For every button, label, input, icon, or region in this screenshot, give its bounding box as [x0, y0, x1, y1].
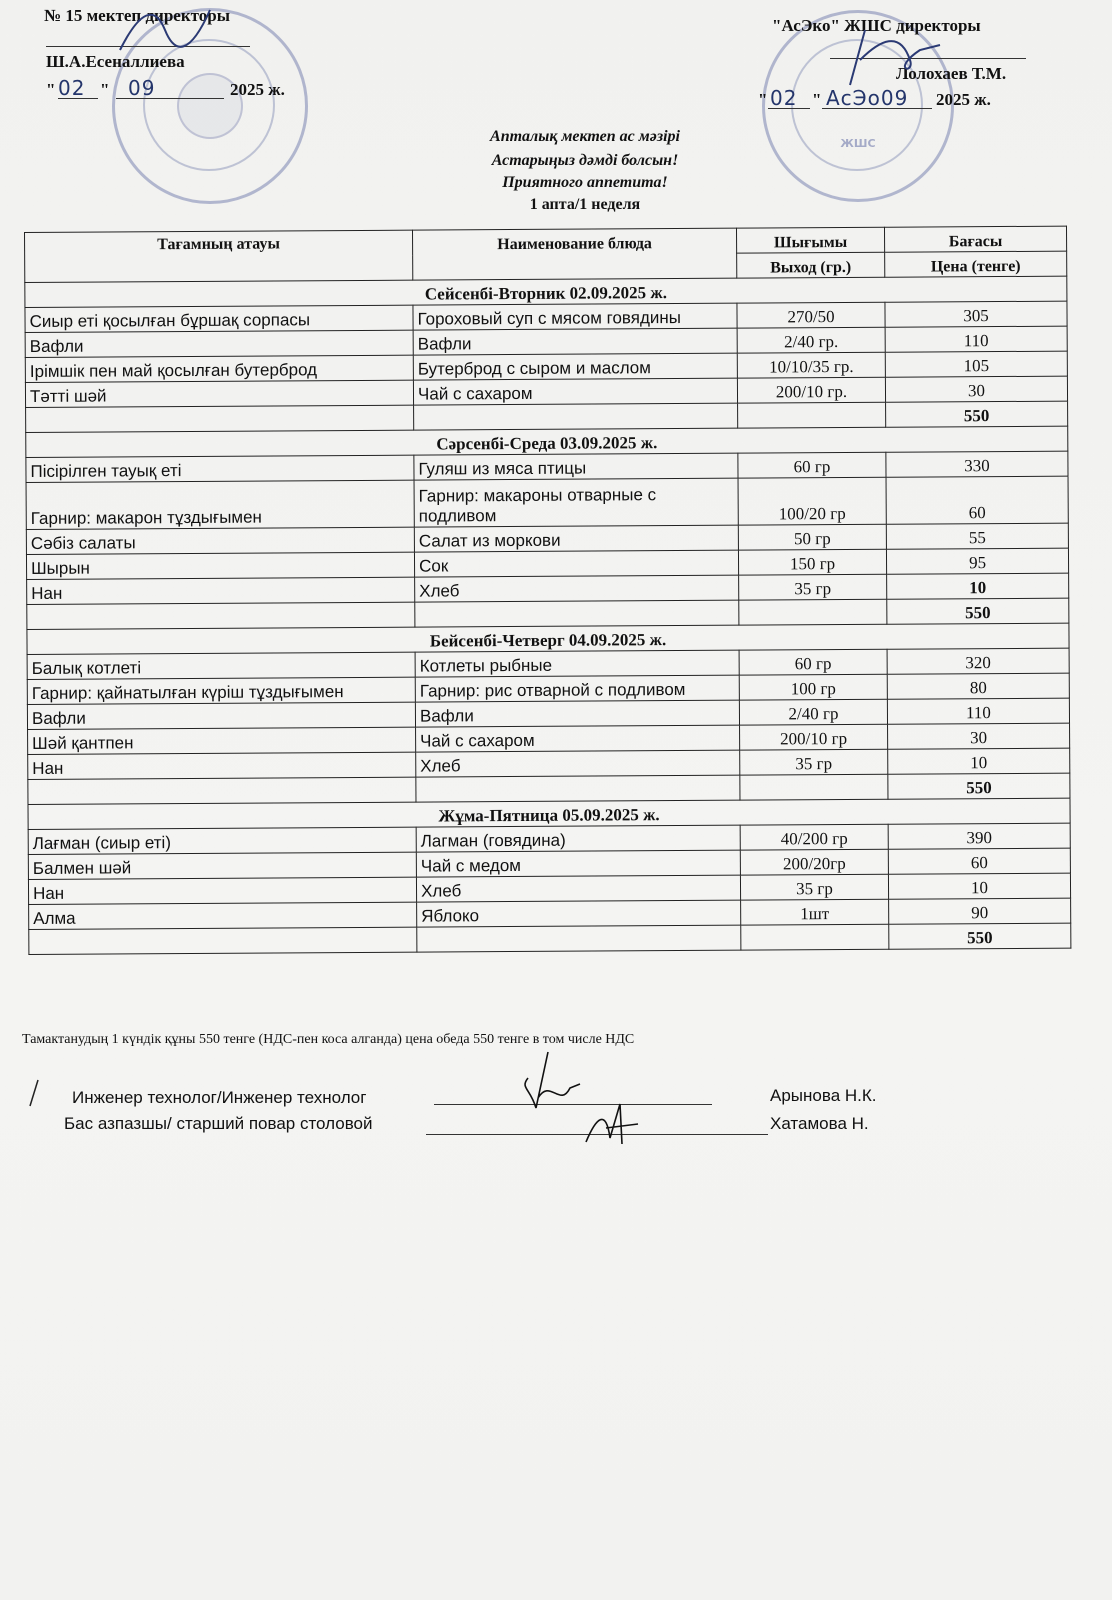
output-cell: 60 гр: [739, 649, 887, 675]
dish-ru-cell: Чай с медом: [416, 850, 740, 877]
day-total: 550: [888, 773, 1070, 799]
dish-ru-cell: Котлеты рыбные: [415, 650, 739, 677]
dish-ru-cell: Хлеб: [416, 875, 740, 902]
menu-wish-ru: Приятного аппетита!: [502, 174, 668, 191]
right-stamp-label: ЖШС: [840, 137, 876, 150]
right-date-open-quote: ": [758, 90, 768, 109]
right-approver-title: "АсЭко" ЖШС директоры: [772, 16, 981, 35]
dish-kz-cell: Гарнир: қайнатылған күріш тұздығымен: [27, 677, 415, 704]
right-date-close-quote: ": [812, 90, 822, 109]
dish-ru-cell: Гарнир: макароны отварные с подливом: [414, 478, 738, 527]
price-cell: 95: [886, 548, 1068, 574]
dish-ru-cell: Салат из моркови: [414, 525, 738, 552]
header-output-ru: Выход (гр.): [737, 252, 885, 278]
output-cell: 270/50: [737, 302, 885, 328]
day-title: Бейсенбі-Четверг 04.09.2025 ж.: [27, 623, 1069, 654]
dish-ru-cell: Гороховый суп с мясом говядины: [413, 303, 737, 330]
signer1-role: Инженер технолог/Инженер технолог: [72, 1088, 367, 1107]
empty-cell: [414, 403, 738, 430]
price-cell: 110: [885, 326, 1067, 352]
left-approver-title: № 15 мектеп директоры: [44, 6, 230, 25]
output-cell: 200/20гр: [740, 849, 888, 875]
output-cell: 35 гр: [740, 874, 888, 900]
total-row: [29, 923, 1071, 954]
right-date-year: 2025 ж.: [936, 90, 991, 109]
dish-ru-cell: Чай с сахаром: [416, 725, 740, 752]
dish-kz-cell: Нан: [28, 877, 416, 904]
output-cell: 2/40 гр: [739, 699, 887, 725]
dish-kz-cell: Ірімшік пен май қосылған бутерброд: [25, 355, 413, 382]
dish-ru-cell: Вафли: [415, 700, 739, 727]
price-cell: 10: [888, 748, 1070, 774]
header-dish-ru: Наименование блюда: [412, 228, 736, 280]
dish-kz-cell: Тәтті шәй: [25, 380, 413, 407]
menu-table: [24, 226, 1071, 955]
price-cell: 105: [885, 351, 1067, 377]
dish-kz-cell: Вафли: [25, 330, 413, 357]
left-header-signature: [110, 0, 230, 60]
empty-cell: [415, 600, 739, 627]
empty-cell: [741, 924, 889, 950]
right-header-signature: [830, 20, 960, 90]
dish-ru-cell: Бутерброд с сыром и маслом: [413, 353, 737, 380]
dish-kz-cell: Вафли: [27, 702, 415, 729]
left-date-day: 02: [58, 76, 86, 100]
output-cell: 1шт: [741, 899, 889, 925]
output-cell: 10/10/35 гр.: [737, 352, 885, 378]
empty-cell: [416, 775, 740, 802]
right-date-month: АсЭо09: [826, 86, 909, 110]
empty-cell: [27, 602, 415, 629]
dish-ru-cell: Сок: [414, 550, 738, 577]
dish-ru-cell: Яблоко: [417, 900, 741, 927]
empty-cell: [739, 599, 887, 625]
header-price-kz: Бағасы: [884, 226, 1066, 252]
menu-week: 1 апта/1 неделя: [529, 196, 641, 213]
day-total: 550: [889, 923, 1071, 949]
day-title: Жұма-Пятница 05.09.2025 ж.: [28, 798, 1070, 829]
dish-ru-cell: Гуляш из мяса птицы: [414, 453, 738, 480]
left-date-close-quote: ": [100, 80, 110, 99]
signer2-name: Хатамова Н.: [770, 1114, 869, 1133]
price-cell: 320: [887, 648, 1069, 674]
price-cell: 10: [887, 573, 1069, 599]
dish-kz-cell: Лағман (сиыр еті): [28, 827, 416, 854]
dish-kz-cell: Шырын: [26, 552, 414, 579]
price-cell: 10: [888, 873, 1070, 899]
header-price-ru: Цена (тенге): [885, 251, 1067, 277]
price-cell: 60: [888, 848, 1070, 874]
price-cell: 30: [888, 723, 1070, 749]
dish-ru-cell: Лагман (говядина): [416, 825, 740, 852]
price-cell: 55: [886, 523, 1068, 549]
price-cell: 110: [887, 698, 1069, 724]
day-total: 550: [887, 598, 1069, 624]
dish-ru-cell: Хлеб: [415, 575, 739, 602]
dish-kz-cell: Нан: [27, 577, 415, 604]
empty-cell: [29, 927, 417, 954]
dish-kz-cell: Сәбіз салаты: [26, 527, 414, 554]
price-cell: 90: [889, 898, 1071, 924]
price-cell: 60: [886, 476, 1068, 524]
signer2-role: Бас азпазшы/ старший повар столовой: [64, 1114, 373, 1133]
output-cell: 200/10 гр.: [737, 377, 885, 403]
day-title: Сейсенбі-Вторник 02.09.2025 ж.: [25, 276, 1067, 307]
header-output-kz: Шығымы: [736, 227, 884, 253]
signer2-signature: [576, 1098, 656, 1150]
menu-row: [26, 476, 1068, 529]
output-cell: 40/200 гр: [740, 824, 888, 850]
output-cell: 100 гр: [739, 674, 887, 700]
left-date-year: 2025 ж.: [230, 80, 285, 99]
left-date-open-quote: ": [46, 80, 56, 99]
output-cell: 50 гр: [738, 524, 886, 550]
price-cell: 305: [885, 301, 1067, 327]
output-cell: 35 гр: [739, 574, 887, 600]
left-date-month: 09: [128, 76, 156, 100]
day-title: Сәрсенбі-Среда 03.09.2025 ж.: [26, 426, 1068, 457]
output-cell: 35 гр: [740, 749, 888, 775]
empty-cell: [417, 925, 741, 952]
output-cell: 2/40 гр.: [737, 327, 885, 353]
empty-cell: [738, 402, 886, 428]
footer-mark: [26, 1078, 42, 1108]
dish-ru-cell: Чай с сахаром: [413, 378, 737, 405]
dish-ru-cell: Хлеб: [416, 750, 740, 777]
price-cell: 390: [888, 823, 1070, 849]
output-cell: 150 гр: [738, 549, 886, 575]
output-cell: 200/10 гр: [740, 724, 888, 750]
output-cell: 60 гр: [738, 452, 886, 478]
price-cell: 30: [885, 376, 1067, 402]
left-approver-name: Ш.А.Есеналлиева: [46, 52, 185, 71]
signer1-name: Арынова Н.К.: [770, 1086, 877, 1105]
empty-cell: [26, 405, 414, 432]
empty-cell: [28, 777, 416, 804]
output-cell: 100/20 гр: [738, 477, 886, 525]
dish-ru-cell: Гарнир: рис отварной с подливом: [415, 675, 739, 702]
dish-kz-cell: Сиыр еті қосылған бұршақ сорпасы: [25, 305, 413, 332]
right-approver-name: Лолохаев Т.М.: [896, 64, 1007, 83]
empty-cell: [740, 774, 888, 800]
price-cell: 330: [886, 451, 1068, 477]
dish-kz-cell: Шәй қантпен: [28, 727, 416, 754]
dish-kz-cell: Пісірілген тауық еті: [26, 455, 414, 482]
dish-kz-cell: Нан: [28, 752, 416, 779]
menu-wish-kz: Астарыңыз дәмді болсын!: [491, 152, 679, 169]
menu-title-kz: Апталық мектеп ас мәзірі: [490, 128, 680, 145]
right-date-day: 02: [770, 86, 798, 110]
dish-kz-cell: Алма: [29, 902, 417, 929]
price-cell: 80: [887, 673, 1069, 699]
dish-kz-cell: Гарнир: макарон тұздығымен: [26, 480, 414, 529]
dish-kz-cell: Балмен шәй: [28, 852, 416, 879]
dish-ru-cell: Вафли: [413, 328, 737, 355]
header-dish-kz: Тағамның атауы: [25, 230, 413, 282]
dish-kz-cell: Балық котлеті: [27, 652, 415, 679]
day-total: 550: [886, 401, 1068, 427]
daily-cost-note: Тамактанудың 1 күндік құны 550 тенге (НДС-пен коса алганда) цена обеда 550 тенге в том числе НДС: [22, 1032, 635, 1047]
